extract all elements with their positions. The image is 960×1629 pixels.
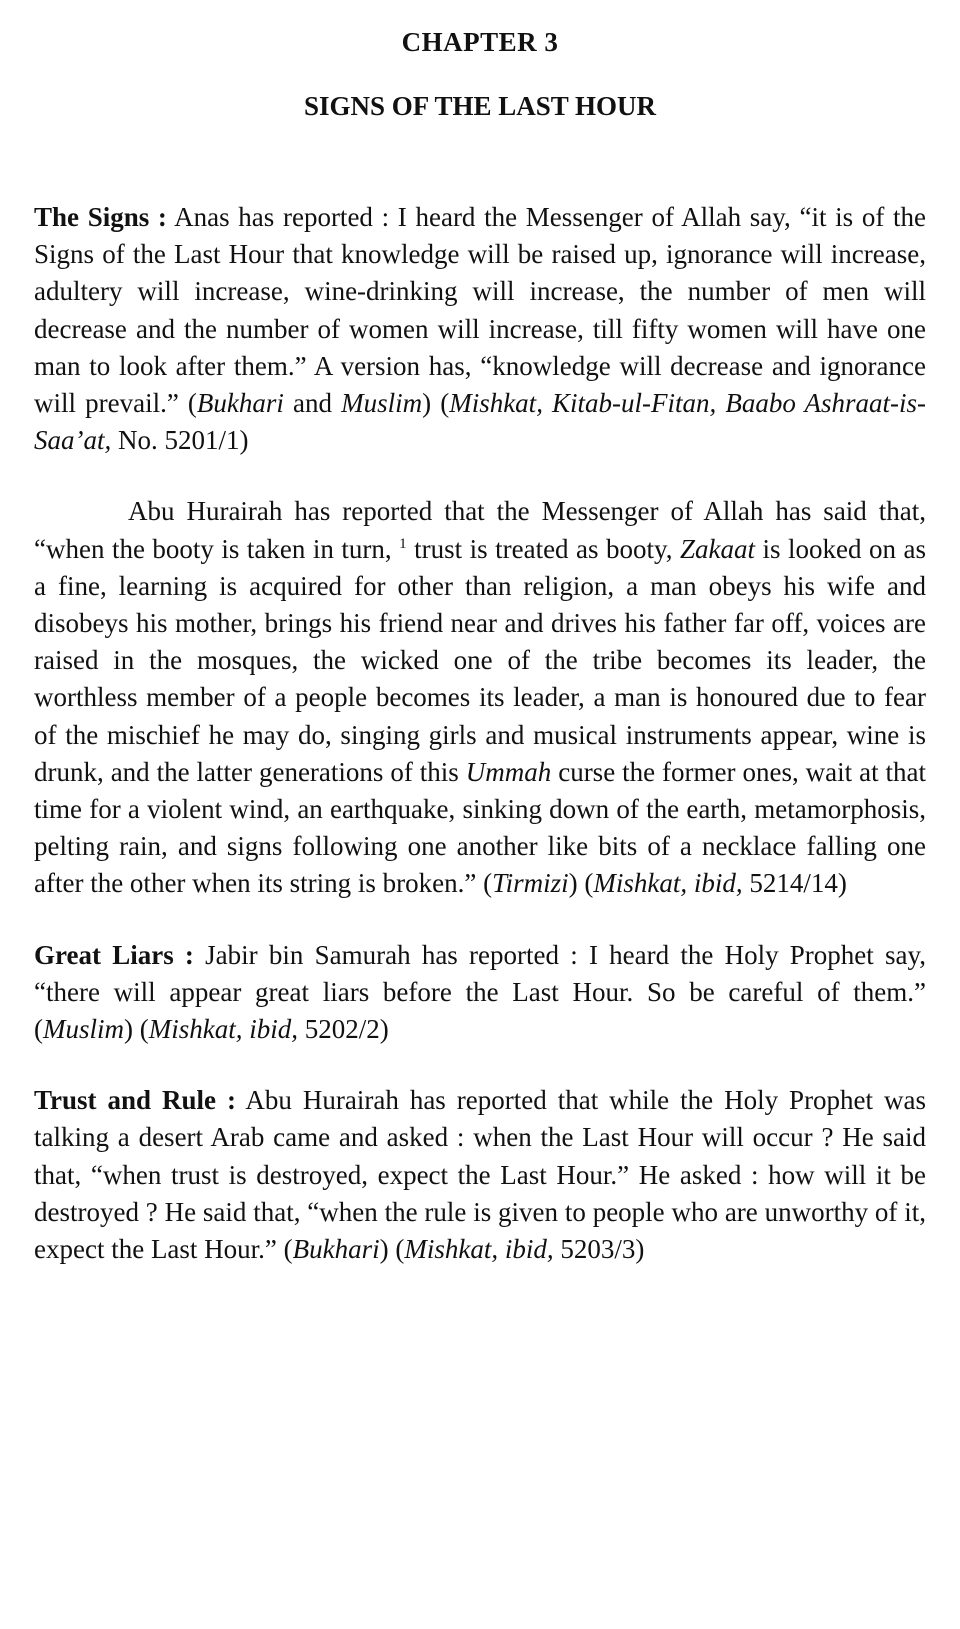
paragraph-text: Abu Hurairah has reported that while the Holy Prophet was talking a desert Arab came and asked : when the Last Hour will occur ? He said that, “when trust is destroyed, expect the Last Hour.” He asked : how will it be destroyed ? He said that, “when the rule is given to people who are unworthy of it, expect the Last Hour.” ( bbox=[34, 1085, 927, 1265]
citation-source: Bukhari bbox=[196, 388, 284, 419]
citation-source: Muslim bbox=[341, 388, 423, 419]
paragraph-text: ) ( bbox=[422, 388, 450, 419]
paragraph-text: and bbox=[283, 388, 342, 419]
citation-source: Mishkat, ibid, bbox=[593, 868, 743, 899]
paragraph-text: ) ( bbox=[568, 868, 594, 899]
paragraph-text: Jabir bin Samurah has reported : I heard the Holy Prophet say, “there will appear great liars before the Last Hour. So be careful of them.” ( bbox=[34, 939, 927, 1045]
citation-number: 5202/2) bbox=[297, 1014, 389, 1045]
citation-source: Mishkat, Kitab-ul-Fitan, Baabo Ashraat-is-Saa’at, bbox=[34, 388, 927, 456]
paragraph-abu-hurairah bbox=[34, 493, 926, 902]
paragraph-text: is looked on as a fine, learning is acquired for other than religion, a man obeys his wife and disobeys his mother, brings his friend near and drives his father far off, voices are raised in the mosques, the wicked one of the tribe becomes its leader, the worthless member of a people becomes its leader, a man is honoured due to fear of the mischief he may do, singing girls and musical instruments appear, wine is drunk, and the latter generations of this bbox=[34, 533, 926, 787]
footnote-marker: 1 bbox=[399, 535, 407, 552]
paragraph-text: ) ( bbox=[124, 1014, 149, 1045]
paragraph-text: trust is treated as booty, bbox=[406, 533, 681, 564]
section-heading-great-liars: Great Liars : bbox=[34, 939, 194, 970]
citation-number: 5203/3) bbox=[553, 1234, 645, 1265]
paragraph-text: Abu Hurairah has reported that the Messenger of Allah has said that, “when the booty is taken in turn, bbox=[34, 496, 926, 564]
chapter-heading: CHAPTER 3 bbox=[401, 27, 559, 57]
italic-term: Zakaat bbox=[680, 533, 756, 564]
citation-source: Mishkat, ibid, bbox=[404, 1234, 554, 1265]
citation-source: Tirmizi bbox=[492, 868, 569, 899]
paragraph-the-signs bbox=[34, 199, 926, 459]
paragraph-text: curse the former ones, wait at that time for a violent wind, an earthquake, sinking down of the earth, metamorphosis, pelting rain, and signs following one another like bits of a necklace falling one after the other when its string is broken.” ( bbox=[34, 756, 926, 899]
citation-source: Muslim bbox=[43, 1014, 124, 1045]
paragraph-great-liars bbox=[34, 937, 926, 1049]
paragraph-text: Anas has reported : I heard the Messenger of Allah say, “it is of the Signs of the Last Hour that knowledge will be raised up, ignorance will increase, adultery will increase, wine-drinking will increase, the number of men will decrease and the number of women will increase, till fifty women will have one man to look after them.” A version has, “knowledge will decrease and ignorance will prevail.” ( bbox=[34, 202, 926, 419]
paragraph-trust-and-rule bbox=[34, 1082, 926, 1268]
document-page bbox=[34, 22, 926, 1268]
citation-source: Bukhari bbox=[292, 1234, 380, 1265]
section-heading-the-signs: The Signs : bbox=[34, 202, 167, 232]
citation-number: 5214/14) bbox=[742, 868, 847, 899]
chapter-title: SIGNS OF THE LAST HOUR bbox=[303, 91, 657, 121]
paragraph-text: ) ( bbox=[379, 1234, 405, 1265]
italic-term: Ummah bbox=[465, 756, 552, 787]
section-heading-trust-and-rule: Trust and Rule : bbox=[34, 1085, 236, 1116]
citation-number: No. 5201/1) bbox=[111, 425, 249, 456]
citation-source: Mishkat, ibid, bbox=[148, 1014, 298, 1045]
